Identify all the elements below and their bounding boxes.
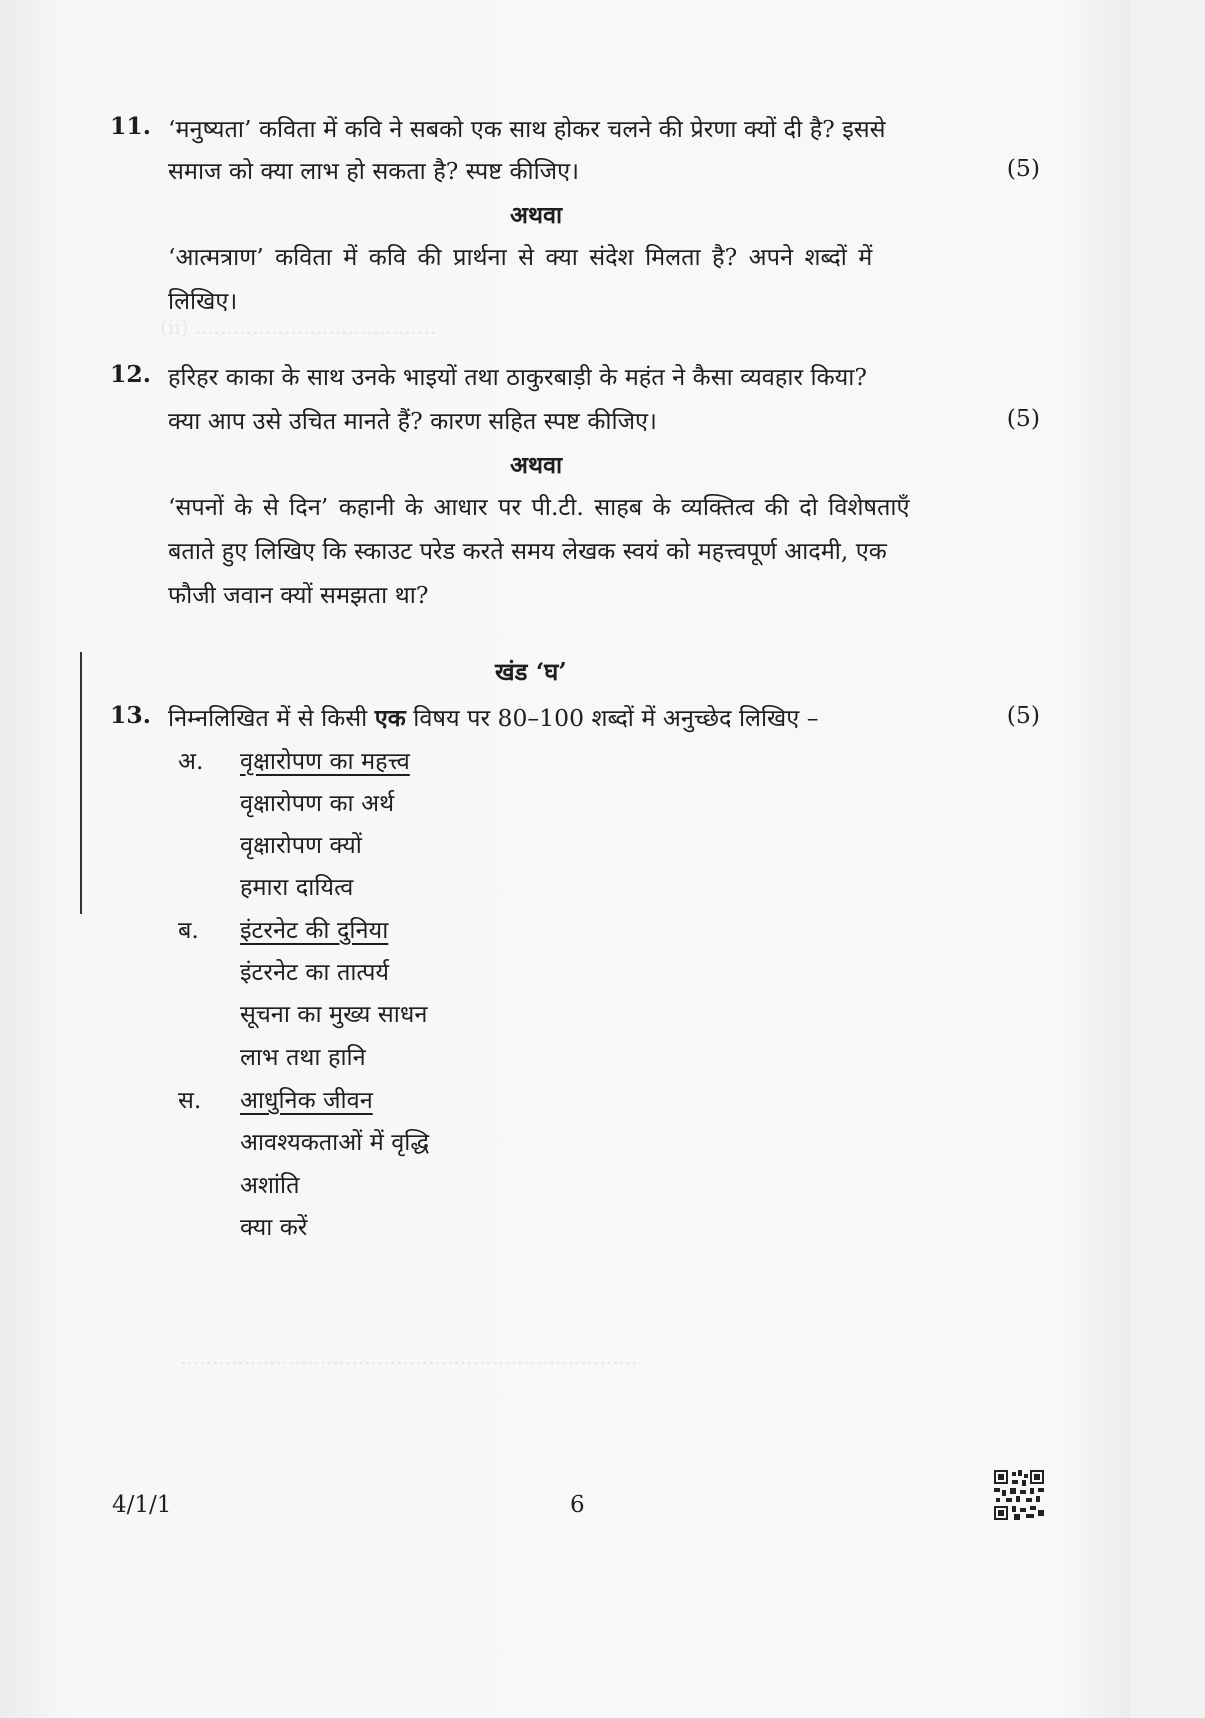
question-text-line: समाज को क्या लाभ हो सकता है? स्पष्ट कीजिए। bbox=[168, 157, 580, 185]
alt-question-line: फौजी जवान क्यों समझता था? bbox=[168, 581, 429, 609]
marks: (5) bbox=[1006, 701, 1040, 729]
bleed-through-text: ........................................................................ bbox=[180, 1345, 638, 1369]
question-text-line: हरिहर काका के साथ उनके भाइयों तथा ठाकुरबाड़ी के महंत ने कैसा व्यवहार किया? bbox=[168, 363, 867, 391]
section-heading: खंड ‘घ’ bbox=[495, 657, 567, 686]
alt-question-line: ‘सपनों के से दिन’ कहानी के आधार पर पी.टी. साहब के व्यक्तित्व की दो विशेषताएँ bbox=[168, 493, 910, 521]
question-number: 12. bbox=[110, 360, 151, 388]
option-title: इंटरनेट की दुनिया bbox=[240, 916, 389, 944]
bleed-through-text: (ii) ...................................... bbox=[160, 315, 437, 339]
marks: (5) bbox=[1006, 154, 1040, 182]
option-letter: ब. bbox=[178, 916, 199, 944]
or-heading: अथवा bbox=[510, 451, 563, 479]
option-point: वृक्षारोपण का अर्थ bbox=[240, 789, 395, 817]
question-number: 13. bbox=[110, 701, 151, 729]
option-point: इंटरनेट का तात्पर्य bbox=[240, 958, 390, 986]
marks: (5) bbox=[1006, 404, 1040, 432]
option-point: सूचना का मुख्य साधन bbox=[240, 1000, 428, 1028]
option-title: वृक्षारोपण का महत्त्व bbox=[240, 747, 410, 775]
option-point: क्या करें bbox=[240, 1213, 308, 1241]
margin-line bbox=[80, 652, 82, 914]
qr-code-icon bbox=[994, 1470, 1044, 1520]
alt-question-line: ‘आत्मत्राण’ कविता में कवि की प्रार्थना से क्या संदेश मिलता है? अपने शब्दों में bbox=[168, 243, 873, 271]
option-point: हमारा दायित्व bbox=[240, 873, 354, 901]
option-letter: अ. bbox=[178, 747, 204, 775]
option-letter: स. bbox=[178, 1086, 202, 1114]
question-text-line: निम्नलिखित में से किसी एक विषय पर 80–100 शब्दों में अनुच्छेद लिखिए – bbox=[168, 704, 819, 732]
alt-question-line: लिखिए। bbox=[168, 287, 238, 315]
question-text-line: ‘मनुष्यता’ कविता में कवि ने सबको एक साथ होकर चलने की प्रेरणा क्यों दी है? इससे bbox=[168, 115, 886, 143]
or-heading: अथवा bbox=[510, 201, 563, 229]
option-point: लाभ तथा हानि bbox=[240, 1043, 366, 1071]
option-point: आवश्यकताओं में वृद्धि bbox=[240, 1128, 430, 1156]
alt-question-line: बताते हुए लिखिए कि स्काउट परेड करते समय लेखक स्वयं को महत्त्वपूर्ण आदमी, एक bbox=[168, 537, 887, 565]
page-number: 6 bbox=[570, 1492, 585, 1518]
question-number: 11. bbox=[110, 112, 151, 140]
option-point: अशांति bbox=[240, 1171, 300, 1199]
paper-code: 4/1/1 bbox=[112, 1492, 172, 1518]
question-text-line: क्या आप उसे उचित मानते हैं? कारण सहित स्पष्ट कीजिए। bbox=[168, 407, 657, 435]
option-point: वृक्षारोपण क्यों bbox=[240, 831, 362, 859]
option-title: आधुनिक जीवन bbox=[240, 1086, 373, 1114]
